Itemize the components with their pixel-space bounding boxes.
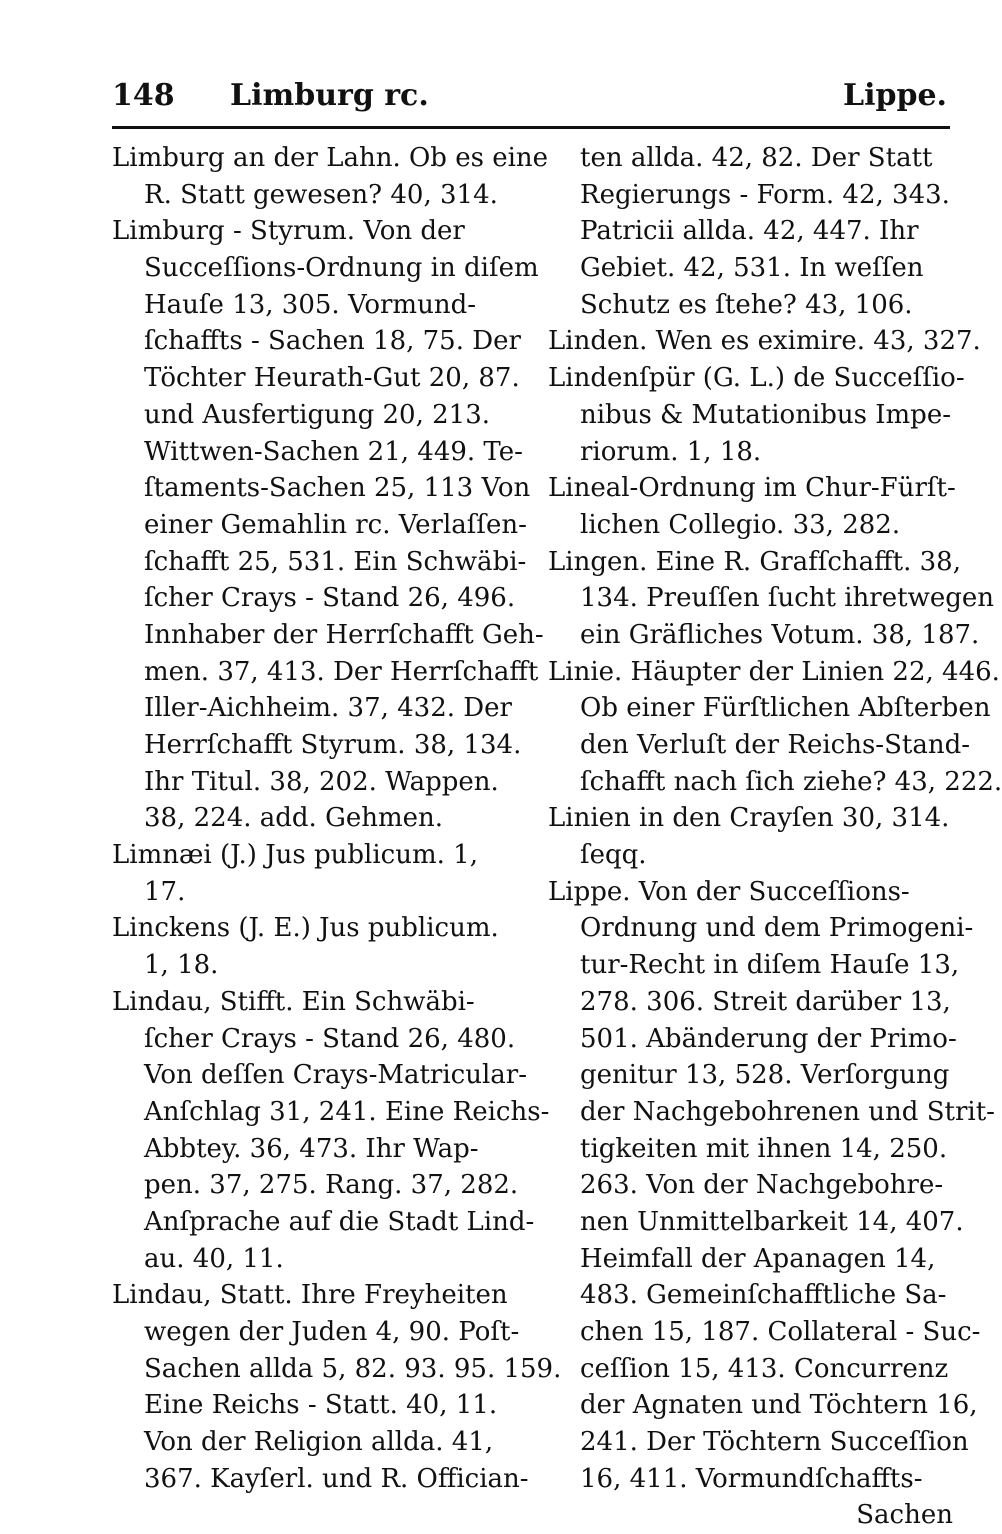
- index-line: ſchaffts - Sachen 18, 75. Der: [144, 326, 521, 357]
- index-line: Gebiet. 42, 531. In weſſen: [580, 253, 924, 284]
- index-line: einer Gemahlin rc. Verlaſſen-: [144, 509, 527, 540]
- index-line: ſcher Crays - Stand 26, 480.: [144, 1023, 516, 1054]
- catchword: Sachen: [856, 1500, 953, 1531]
- index-entry-heading: Lingen. Eine R. Grafſchafft. 38,: [548, 546, 961, 577]
- index-line: 241. Der Töchtern Succeſſion: [580, 1427, 969, 1458]
- index-line: Von deſſen Crays-Matricular-: [144, 1060, 528, 1091]
- index-line: ceſſion 15, 413. Concurrenz: [580, 1353, 949, 1384]
- index-entry-heading: Limburg - Styrum. Von der: [112, 216, 465, 247]
- index-line: Innhaber der Herrſchafft Geh-: [144, 619, 544, 650]
- index-line: und Ausfertigung 20, 213.: [144, 399, 491, 430]
- index-line: der Nachgebohrenen und Strit-: [580, 1096, 995, 1127]
- index-entry-heading: Linden. Wen es eximire. 43, 327.: [548, 326, 981, 357]
- index-line: 17.: [144, 876, 186, 907]
- index-line: ten allda. 42, 82. Der Statt: [580, 143, 933, 173]
- index-line: Heimfall der Apanagen 14,: [580, 1243, 936, 1274]
- index-line: ſtaments-Sachen 25, 113 Von: [144, 473, 531, 504]
- index-entry-heading: Limburg an der Lahn. Ob es eine: [112, 143, 549, 173]
- index-line: pen. 37, 275. Rang. 37, 282.: [144, 1170, 519, 1201]
- right-running-title: Lippe.: [843, 78, 947, 113]
- index-entry-heading: Linie. Häupter der Linien 22, 446.: [548, 656, 1000, 687]
- index-line: ſchafft 25, 531. Ein Schwäbi-: [144, 546, 527, 577]
- index-line: der Agnaten und Töchtern 16,: [580, 1390, 978, 1421]
- index-line: ſchafft nach ſich ziehe? 43, 222.: [580, 766, 1002, 797]
- index-line: genitur 13, 528. Verſorgung: [580, 1060, 950, 1091]
- index-entry-heading: Lindenſpür (G. L.) de Succeſſio-: [548, 363, 965, 394]
- index-line: wegen der Juden 4, 90. Poſt-: [144, 1317, 520, 1347]
- index-line: Ob einer Fürſtlichen Abſterben: [580, 693, 991, 724]
- index-line: Herrſchafft Styrum. 38, 134.: [144, 730, 522, 760]
- index-line: nibus & Mutationibus Impe-: [580, 399, 951, 430]
- header-rule: [112, 126, 950, 129]
- index-line: 367. Kayſerl. und R. Offician-: [144, 1463, 529, 1494]
- index-line: riorum. 1, 18.: [580, 436, 762, 467]
- index-line: lichen Collegio. 33, 282.: [580, 509, 901, 540]
- index-line: Schutz es ſtehe? 43, 106.: [580, 289, 913, 320]
- index-line: tigkeiten mit ihnen 14, 250.: [580, 1133, 948, 1164]
- right-index-column: [548, 140, 1002, 1534]
- index-line: Von der Religion allda. 41,: [144, 1427, 494, 1458]
- index-line: Ordnung und dem Primogeni-: [580, 913, 974, 944]
- page-number: 148: [112, 78, 175, 113]
- index-line: men. 37, 413. Der Herrſchafft: [144, 656, 539, 687]
- index-line: 16, 411. Vormundſchaffts-: [580, 1463, 923, 1494]
- index-line: Töchter Heurath-Gut 20, 87.: [144, 363, 520, 394]
- index-line: 501. Abänderung der Primo-: [580, 1023, 957, 1054]
- index-line: ein Gräfliches Votum. 38, 187.: [580, 619, 980, 650]
- index-entry-heading: Lippe. Von der Succeſſions-: [548, 876, 910, 907]
- index-entry-heading: Linckens (J. E.) Jus publicum.: [112, 913, 499, 944]
- index-line: Patricii allda. 42, 447. Ihr: [580, 216, 919, 247]
- index-line: Regierungs - Form. 42, 343.: [580, 179, 950, 210]
- index-line: Succeſſions-Ordnung in diſem: [144, 253, 539, 284]
- index-line: Anſchlag 31, 241. Eine Reichs-: [144, 1096, 550, 1127]
- index-line: nen Unmittelbarkeit 14, 407.: [580, 1206, 964, 1237]
- index-line: Abbtey. 36, 473. Ihr Wap-: [144, 1133, 479, 1164]
- index-line: 278. 306. Streit darüber 13,: [580, 986, 951, 1017]
- left-running-title: Limburg rc.: [230, 78, 429, 113]
- index-line: R. Statt gewesen? 40, 314.: [144, 179, 498, 210]
- index-line: Ihr Titul. 38, 202. Wappen.: [144, 766, 499, 797]
- index-entry-heading: Linien in den Crayſen 30, 314.: [548, 803, 950, 834]
- index-line: den Verluſt der Reichs-Stand-: [580, 730, 971, 760]
- index-line: 38, 224. add. Gehmen.: [144, 803, 444, 834]
- index-entry-heading: Lindau, Stifft. Ein Schwäbi-: [112, 986, 475, 1017]
- index-line: 263. Von der Nachgebohre-: [580, 1170, 944, 1201]
- index-entry-heading: Limnæi (J.) Jus publicum. 1,: [112, 840, 478, 871]
- index-line: chen 15, 187. Collateral - Suc-: [580, 1317, 981, 1347]
- index-line: 483. Gemeinſchafftliche Sa-: [580, 1280, 947, 1311]
- index-line: Wittwen-Sachen 21, 449. Te-: [144, 436, 523, 467]
- index-line: Hauſe 13, 305. Vormund-: [144, 289, 477, 320]
- index-line: au. 40, 11.: [144, 1243, 284, 1274]
- index-entry-heading: Lineal-Ordnung im Chur-Fürſt-: [548, 473, 956, 504]
- index-line: Iller-Aichheim. 37, 432. Der: [144, 693, 512, 724]
- index-line: Sachen allda 5, 82. 93. 95. 159.: [144, 1353, 562, 1384]
- index-line: Eine Reichs - Statt. 40, 11.: [144, 1390, 498, 1421]
- index-line: ſcher Crays - Stand 26, 496.: [144, 583, 516, 614]
- index-line: 134. Preuſſen ſucht ihretwegen: [580, 583, 994, 614]
- left-index-column: [112, 140, 562, 1497]
- index-line: tur-Recht in diſem Hauſe 13,: [580, 950, 960, 981]
- index-entry-heading: Lindau, Statt. Ihre Freyheiten: [112, 1280, 508, 1311]
- index-line: ſeqq.: [580, 840, 647, 871]
- running-header: [112, 78, 947, 128]
- index-line: 1, 18.: [144, 950, 219, 981]
- index-line: Anſprache auf die Stadt Lind-: [144, 1206, 535, 1237]
